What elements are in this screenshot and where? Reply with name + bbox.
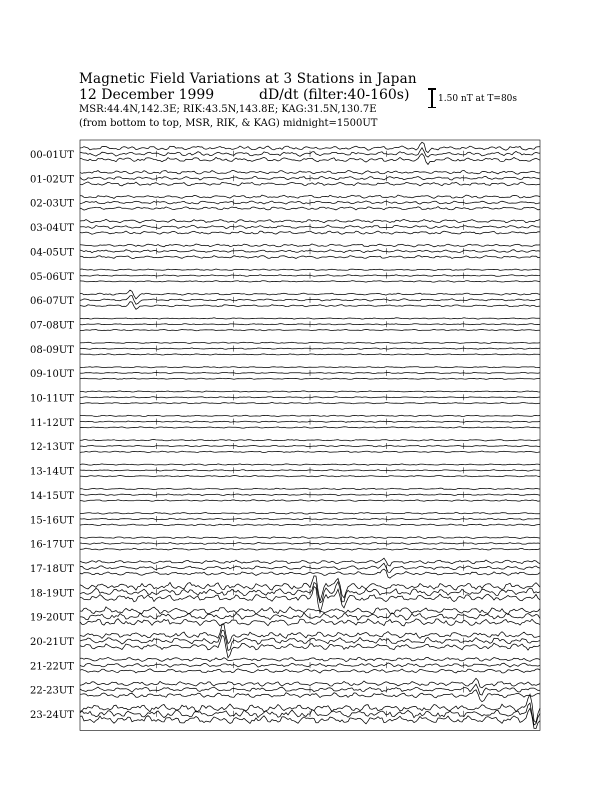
hour-label-12-13UT: 12-13UT xyxy=(30,442,74,454)
scale-label: 1.50 nT at T=80s xyxy=(438,94,518,104)
trace-kag-13-14UT xyxy=(80,464,540,465)
hour-label-16-17UT: 16-17UT xyxy=(30,539,74,551)
trace-kag-04-05UT xyxy=(80,244,540,247)
hour-label-19-20UT: 19-20UT xyxy=(30,612,74,624)
trace-kag-16-17UT xyxy=(80,537,540,539)
trace-kag-12-13UT xyxy=(80,440,540,442)
hour-label-21-22UT: 21-22UT xyxy=(30,661,74,673)
trace-msr-11-12UT xyxy=(80,427,540,428)
trace-kag-11-12UT xyxy=(80,415,540,416)
hour-label-11-12UT: 11-12UT xyxy=(30,417,74,429)
hour-label-03-04UT: 03-04UT xyxy=(30,223,74,235)
station-order-note: (from bottom to top, MSR, RIK, & KAG) midnight=1500UT xyxy=(79,118,378,129)
trace-rik-23-24UT xyxy=(80,703,540,725)
hour-label-02-03UT: 02-03UT xyxy=(30,198,74,210)
trace-msr-12-13UT xyxy=(80,451,540,453)
trace-kag-15-16UT xyxy=(80,512,540,514)
trace-kag-10-11UT xyxy=(80,391,540,392)
trace-msr-14-15UT xyxy=(80,500,540,502)
quantity-filter: dD/dt (filter:40-160s) xyxy=(259,87,410,103)
hour-label-22-23UT: 22-23UT xyxy=(30,685,74,697)
hour-label-15-16UT: 15-16UT xyxy=(30,515,74,527)
hour-label-04-05UT: 04-05UT xyxy=(30,247,74,259)
hour-label-13-14UT: 13-14UT xyxy=(30,466,74,478)
chart-title: Magnetic Field Variations at 3 Stations in Japan xyxy=(79,71,417,87)
trace-kag-05-06UT xyxy=(80,269,540,271)
trace-msr-15-16UT xyxy=(80,524,540,526)
trace-msr-09-10UT xyxy=(80,378,540,379)
hour-label-08-09UT: 08-09UT xyxy=(30,344,74,356)
trace-msr-04-05UT xyxy=(80,256,540,259)
trace-kag-22-23UT xyxy=(80,678,540,688)
hour-label-10-11UT: 10-11UT xyxy=(30,393,74,405)
trace-msr-10-11UT xyxy=(80,402,540,403)
chart-date: 12 December 1999 xyxy=(79,87,215,103)
trace-kag-03-04UT xyxy=(80,219,540,223)
hour-label-14-15UT: 14-15UT xyxy=(30,490,74,502)
trace-msr-08-09UT xyxy=(80,354,540,355)
trace-kag-07-08UT xyxy=(80,318,540,319)
hour-label-20-21UT: 20-21UT xyxy=(30,637,74,648)
hour-label-07-08UT: 07-08UT xyxy=(30,320,74,332)
trace-msr-19-20UT xyxy=(80,619,540,626)
hour-label-01-02UT: 01-02UT xyxy=(30,174,74,186)
trace-msr-03-04UT xyxy=(80,231,540,234)
trace-kag-08-09UT xyxy=(80,342,540,343)
trace-kag-14-15UT xyxy=(80,488,540,490)
trace-msr-01-02UT xyxy=(80,182,540,186)
hour-label-06-07UT: 06-07UT xyxy=(30,296,74,308)
hour-label-00-01UT: 00-01UT xyxy=(30,150,74,161)
trace-kag-01-02UT xyxy=(80,170,540,174)
station-coordinates: MSR:44.4N,142.3E; RIK:43.5N,143.8E; KAG:31.5N,130.7E xyxy=(79,104,377,115)
trace-msr-16-17UT xyxy=(80,548,540,550)
hour-label-09-10UT: 09-10UT xyxy=(30,369,74,381)
trace-msr-02-03UT xyxy=(80,207,540,211)
trace-kag-21-22UT xyxy=(80,657,540,661)
hour-label-18-19UT: 18-19UT xyxy=(30,588,74,600)
trace-kag-02-03UT xyxy=(80,195,540,198)
trace-rik-17-18UT xyxy=(80,563,540,572)
trace-msr-13-14UT xyxy=(80,476,540,477)
trace-msr-21-22UT xyxy=(80,669,540,673)
hour-label-17-18UT: 17-18UT xyxy=(30,563,74,575)
hour-label-23-24UT: 23-24UT xyxy=(30,710,74,722)
trace-kag-09-10UT xyxy=(80,367,540,368)
trace-kag-19-20UT xyxy=(80,607,540,615)
trace-msr-07-08UT xyxy=(80,329,540,330)
trace-msr-05-06UT xyxy=(80,281,540,283)
hour-label-05-06UT: 05-06UT xyxy=(30,271,74,283)
